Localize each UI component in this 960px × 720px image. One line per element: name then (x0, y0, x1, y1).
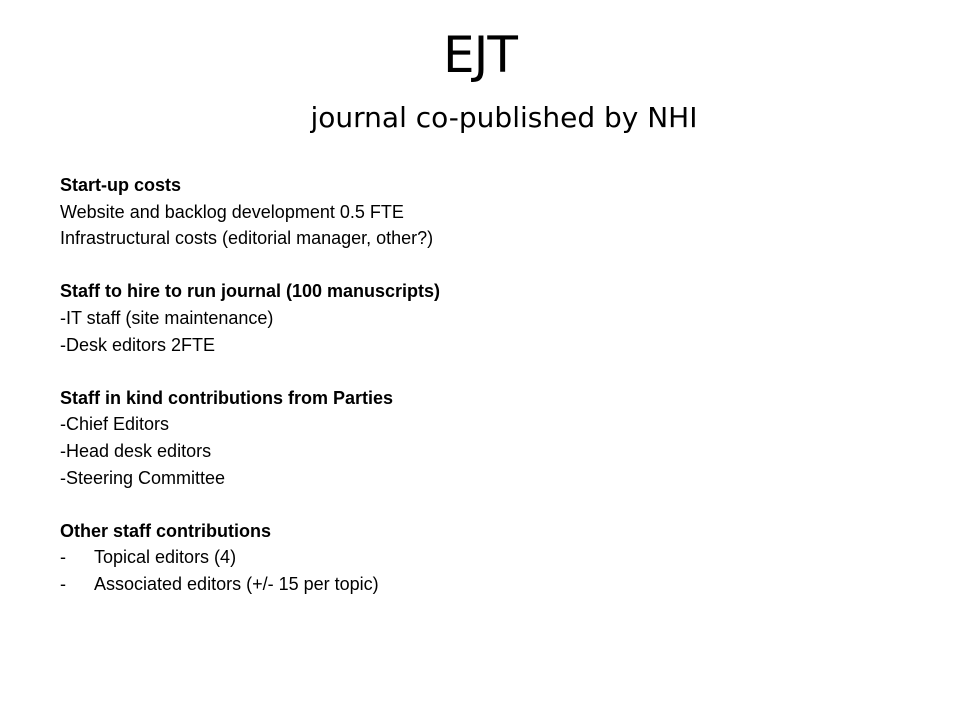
section-heading: Staff to hire to run journal (100 manuscripts) (60, 281, 441, 302)
section-line: -Desk editors 2FTE (60, 334, 216, 355)
section-heading: Staff in kind contributions from Parties (60, 387, 394, 408)
section-line: -Steering Committee (60, 467, 226, 488)
section-heading: Other staff contributions (60, 520, 271, 541)
section-line: -IT staff (site maintenance) (60, 307, 274, 328)
dash-bullet-icon: - (60, 547, 66, 568)
section-heading: Start-up costs (60, 175, 182, 195)
slide-body (60, 172, 920, 598)
dash-bullet-icon: - (60, 573, 66, 594)
bullet-item (60, 544, 920, 571)
section-in-kind-contributions (60, 385, 920, 491)
section-startup-costs (60, 172, 920, 252)
section-line: -Chief Editors (60, 414, 170, 435)
section-staff-to-hire (60, 278, 920, 358)
slide-title: EJT (443, 26, 517, 84)
slide-subtitle: journal co-published by NHI (310, 101, 698, 134)
section-line: Infrastructural costs (editorial manager, other?) (60, 228, 434, 249)
bullet-item (60, 571, 920, 598)
bullet-text: Associated editors (+/- 15 per topic) (94, 573, 379, 594)
section-other-contributions (60, 518, 920, 598)
bullet-text: Topical editors (4) (94, 547, 237, 568)
section-line: -Head desk editors (60, 440, 212, 461)
section-line: Website and backlog development 0.5 FTE (60, 201, 404, 222)
